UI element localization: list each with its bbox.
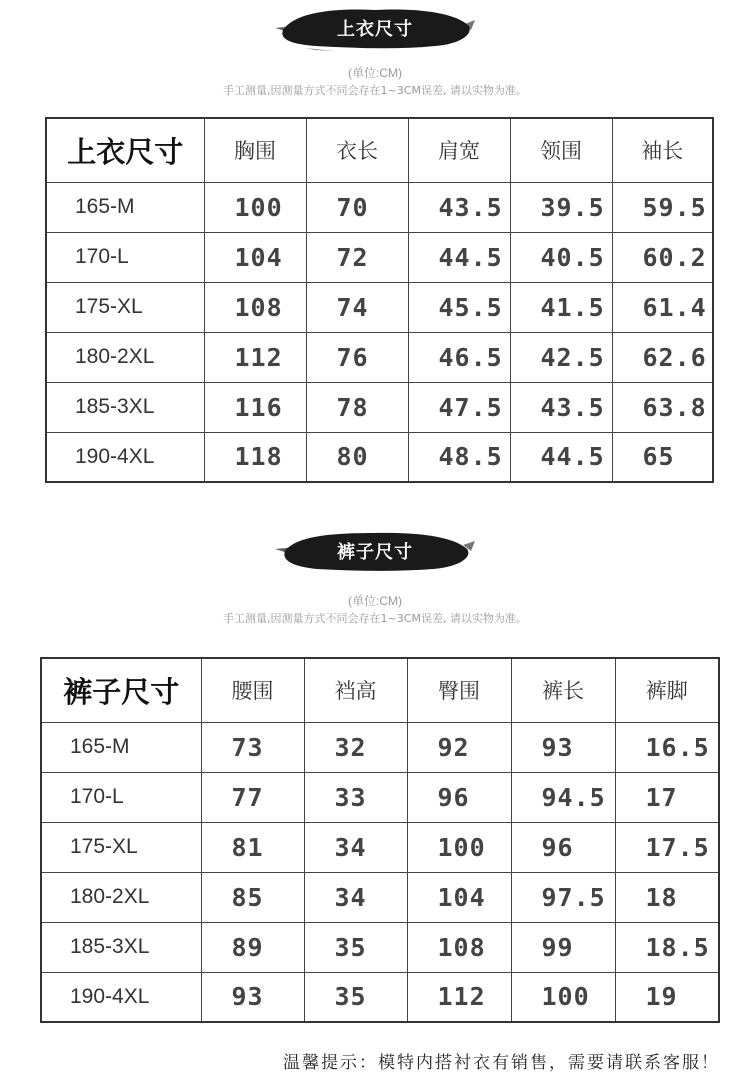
value-cell: 74 bbox=[306, 282, 408, 332]
value-cell: 59.5 bbox=[612, 182, 713, 232]
size-label: 190-4XL bbox=[46, 432, 204, 482]
value-cell: 18.5 bbox=[615, 922, 719, 972]
top-table-title: 上衣尺寸 bbox=[46, 118, 204, 182]
col-header-collar: 领围 bbox=[510, 118, 612, 182]
pants-unit-label: (单位:CM) bbox=[348, 594, 402, 608]
value-cell: 16.5 bbox=[615, 722, 719, 772]
value-cell: 44.5 bbox=[408, 232, 510, 282]
value-cell: 62.6 bbox=[612, 332, 713, 382]
value-cell: 99 bbox=[511, 922, 615, 972]
size-label: 165-M bbox=[41, 722, 201, 772]
value-cell: 112 bbox=[204, 332, 306, 382]
table-row bbox=[41, 922, 719, 972]
value-cell: 116 bbox=[204, 382, 306, 432]
value-cell: 17.5 bbox=[615, 822, 719, 872]
value-cell: 108 bbox=[204, 282, 306, 332]
value-cell: 47.5 bbox=[408, 382, 510, 432]
value-cell: 112 bbox=[407, 972, 511, 1022]
table-row bbox=[46, 432, 713, 482]
value-cell: 77 bbox=[201, 772, 304, 822]
value-cell: 80 bbox=[306, 432, 408, 482]
value-cell: 45.5 bbox=[408, 282, 510, 332]
value-cell: 93 bbox=[201, 972, 304, 1022]
table-row bbox=[46, 332, 713, 382]
top-header-row bbox=[46, 118, 713, 182]
col-header-rise: 裆高 bbox=[304, 658, 407, 722]
size-label: 175-XL bbox=[46, 282, 204, 332]
table-row bbox=[46, 382, 713, 432]
top-banner-title: 上衣尺寸 bbox=[337, 19, 413, 40]
pants-measure-note: 手工测量,因测量方式不同会存在1~3CM误差, 请以实物为准。 bbox=[223, 612, 527, 625]
col-header-pant-length: 裤长 bbox=[511, 658, 615, 722]
table-row bbox=[41, 772, 719, 822]
pants-table-title: 裤子尺寸 bbox=[41, 658, 201, 722]
size-label: 185-3XL bbox=[46, 382, 204, 432]
value-cell: 42.5 bbox=[510, 332, 612, 382]
value-cell: 72 bbox=[306, 232, 408, 282]
value-cell: 41.5 bbox=[510, 282, 612, 332]
value-cell: 60.2 bbox=[612, 232, 713, 282]
col-header-shoulder: 肩宽 bbox=[408, 118, 510, 182]
size-label: 190-4XL bbox=[41, 972, 201, 1022]
value-cell: 18 bbox=[615, 872, 719, 922]
value-cell: 43.5 bbox=[510, 382, 612, 432]
value-cell: 48.5 bbox=[408, 432, 510, 482]
size-label: 180-2XL bbox=[46, 332, 204, 382]
footer-tip: 温馨提示：模特内搭衬衣有销售，需要请联系客服！ bbox=[283, 1053, 720, 1073]
value-cell: 39.5 bbox=[510, 182, 612, 232]
size-label: 180-2XL bbox=[41, 872, 201, 922]
value-cell: 96 bbox=[511, 822, 615, 872]
col-header-chest: 胸围 bbox=[204, 118, 306, 182]
col-header-hip: 臀围 bbox=[407, 658, 511, 722]
col-header-waist: 腰围 bbox=[201, 658, 304, 722]
value-cell: 19 bbox=[615, 972, 719, 1022]
top-banner bbox=[275, 4, 475, 52]
value-cell: 118 bbox=[204, 432, 306, 482]
table-row bbox=[41, 722, 719, 772]
size-label: 165-M bbox=[46, 182, 204, 232]
col-header-length: 衣长 bbox=[306, 118, 408, 182]
value-cell: 78 bbox=[306, 382, 408, 432]
value-cell: 35 bbox=[304, 922, 407, 972]
value-cell: 44.5 bbox=[510, 432, 612, 482]
table-row bbox=[46, 232, 713, 282]
size-label: 175-XL bbox=[41, 822, 201, 872]
value-cell: 63.8 bbox=[612, 382, 713, 432]
size-label: 185-3XL bbox=[41, 922, 201, 972]
top-size-table bbox=[45, 117, 714, 483]
value-cell: 46.5 bbox=[408, 332, 510, 382]
value-cell: 43.5 bbox=[408, 182, 510, 232]
top-unit-label: (单位:CM) bbox=[348, 66, 402, 80]
col-header-sleeve: 袖长 bbox=[612, 118, 713, 182]
size-label: 170-L bbox=[46, 232, 204, 282]
value-cell: 85 bbox=[201, 872, 304, 922]
value-cell: 92 bbox=[407, 722, 511, 772]
value-cell: 40.5 bbox=[510, 232, 612, 282]
value-cell: 108 bbox=[407, 922, 511, 972]
value-cell: 93 bbox=[511, 722, 615, 772]
pants-banner-title: 裤子尺寸 bbox=[337, 542, 413, 563]
table-row bbox=[46, 182, 713, 232]
value-cell: 33 bbox=[304, 772, 407, 822]
col-header-hem: 裤脚 bbox=[615, 658, 719, 722]
value-cell: 34 bbox=[304, 872, 407, 922]
value-cell: 65 bbox=[612, 432, 713, 482]
table-row bbox=[41, 972, 719, 1022]
value-cell: 94.5 bbox=[511, 772, 615, 822]
value-cell: 104 bbox=[407, 872, 511, 922]
value-cell: 97.5 bbox=[511, 872, 615, 922]
value-cell: 104 bbox=[204, 232, 306, 282]
value-cell: 70 bbox=[306, 182, 408, 232]
value-cell: 89 bbox=[201, 922, 304, 972]
top-measure-note: 手工测量,因测量方式不同会存在1~3CM误差, 请以实物为准。 bbox=[223, 84, 527, 97]
value-cell: 100 bbox=[511, 972, 615, 1022]
value-cell: 100 bbox=[204, 182, 306, 232]
pants-size-table bbox=[40, 657, 720, 1023]
value-cell: 34 bbox=[304, 822, 407, 872]
table-row bbox=[41, 872, 719, 922]
value-cell: 100 bbox=[407, 822, 511, 872]
value-cell: 17 bbox=[615, 772, 719, 822]
pants-header-row bbox=[41, 658, 719, 722]
size-label: 170-L bbox=[41, 772, 201, 822]
value-cell: 76 bbox=[306, 332, 408, 382]
value-cell: 35 bbox=[304, 972, 407, 1022]
value-cell: 61.4 bbox=[612, 282, 713, 332]
table-row bbox=[46, 282, 713, 332]
value-cell: 81 bbox=[201, 822, 304, 872]
value-cell: 73 bbox=[201, 722, 304, 772]
table-row bbox=[41, 822, 719, 872]
value-cell: 96 bbox=[407, 772, 511, 822]
pants-banner bbox=[275, 527, 475, 575]
value-cell: 32 bbox=[304, 722, 407, 772]
